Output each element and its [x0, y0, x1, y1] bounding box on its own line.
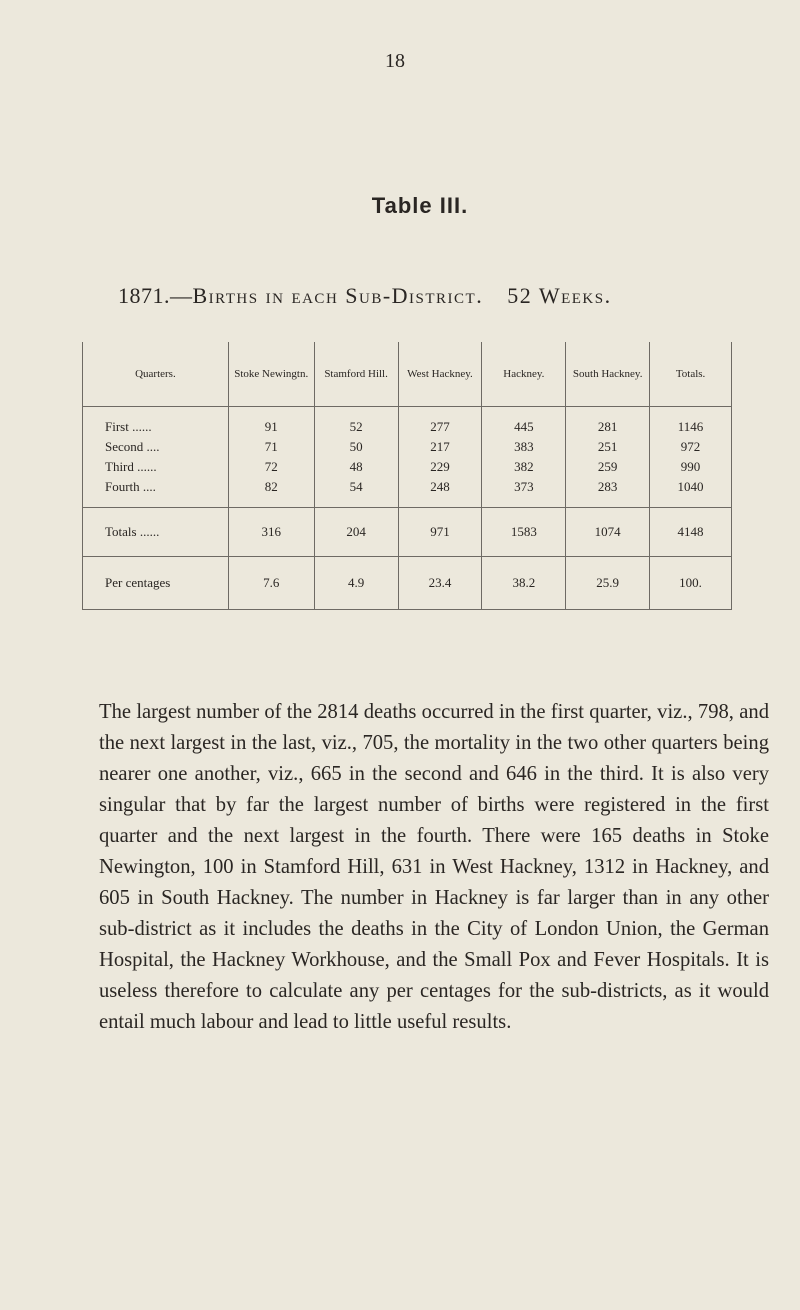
header-totals: Totals. — [650, 342, 732, 407]
table-cell: 1583 — [482, 508, 566, 557]
table-row-second — [83, 437, 732, 457]
table-cell: 72 — [228, 457, 314, 477]
table-cell: 54 — [314, 477, 398, 508]
table-cell: 383 — [482, 437, 566, 457]
table-cell: 281 — [566, 407, 650, 438]
table-cell: 248 — [398, 477, 482, 508]
table-cell: 100. — [650, 557, 732, 610]
row-label: Per centages — [83, 557, 229, 610]
table-cell: 990 — [650, 457, 732, 477]
table-cell: 382 — [482, 457, 566, 477]
table-cell: 251 — [566, 437, 650, 457]
subtitle-weeks: 52 Weeks. — [507, 283, 612, 308]
table-cell: 229 — [398, 457, 482, 477]
header-stamford-hill: Stamford Hill. — [314, 342, 398, 407]
row-label: Totals ...... — [83, 508, 229, 557]
table-cell: 4148 — [650, 508, 732, 557]
table-title: Table III. — [371, 193, 469, 218]
table-cell: 972 — [650, 437, 732, 457]
table-cell: 445 — [482, 407, 566, 438]
table-cell: 316 — [228, 508, 314, 557]
table-cell: 1040 — [650, 477, 732, 508]
table-cell: 259 — [566, 457, 650, 477]
table-cell: 277 — [398, 407, 482, 438]
subtitle-year: 1871.— — [118, 283, 193, 308]
header-hackney: Hackney. — [482, 342, 566, 407]
table-row-totals — [83, 508, 732, 557]
table-row-percentages — [83, 557, 732, 610]
body-paragraph: The largest number of the 2814 deaths occurred in the first quarter, viz., 798, and the next largest in the last, viz., 705, the mortality in the two other quarters being nearer one another, viz., 665 in the second and 646 in the third. It is also very singular that by far the largest number of births were registered in the first quarter and the next largest in the fourth. There were 165 deaths in Stoke Newington, 100 in Stamford Hill, 631 in West Hackney, 1312 in Hackney, and 605 in South Hackney. The number in Hackney is far larger than in any other sub-district as it includes the deaths in the City of London Union, the German Hospital, the Hackney Workhouse, and the Small Pox and Fever Hospitals. It is useless therefore to calculate any per centages for the sub-districts, as it would entail much labour and lead to little useful results. — [99, 700, 769, 1033]
row-label: Second .... — [83, 437, 229, 457]
table-cell: 25.9 — [566, 557, 650, 610]
table-cell: 204 — [314, 508, 398, 557]
table-subtitle — [118, 283, 612, 309]
table-cell: 48 — [314, 457, 398, 477]
table-cell: 52 — [314, 407, 398, 438]
table-cell: 71 — [228, 437, 314, 457]
table-cell: 217 — [398, 437, 482, 457]
row-label: Third ...... — [83, 457, 229, 477]
table-cell: 23.4 — [398, 557, 482, 610]
table-header-row — [83, 342, 732, 407]
table-cell: 971 — [398, 508, 482, 557]
header-south-hackney: South Hackney. — [566, 342, 650, 407]
header-quarters: Quarters. — [83, 342, 229, 407]
births-table — [82, 342, 732, 610]
subtitle-main: Births in each Sub-District. — [192, 283, 484, 308]
table-cell: 38.2 — [482, 557, 566, 610]
table-cell: 283 — [566, 477, 650, 508]
row-label: First ...... — [83, 407, 229, 438]
table-cell: 1146 — [650, 407, 732, 438]
page-number: 18 — [385, 50, 405, 72]
row-label: Fourth .... — [83, 477, 229, 508]
table-row-fourth — [83, 477, 732, 508]
table-cell: 373 — [482, 477, 566, 508]
table-cell: 7.6 — [228, 557, 314, 610]
table-cell: 50 — [314, 437, 398, 457]
table-cell: 4.9 — [314, 557, 398, 610]
header-stoke-newington: Stoke Newingtn. — [228, 342, 314, 407]
table-cell: 1074 — [566, 508, 650, 557]
table-cell: 82 — [228, 477, 314, 508]
header-west-hackney: West Hackney. — [398, 342, 482, 407]
table-row-third — [83, 457, 732, 477]
table-cell: 91 — [228, 407, 314, 438]
table-row-first — [83, 407, 732, 438]
